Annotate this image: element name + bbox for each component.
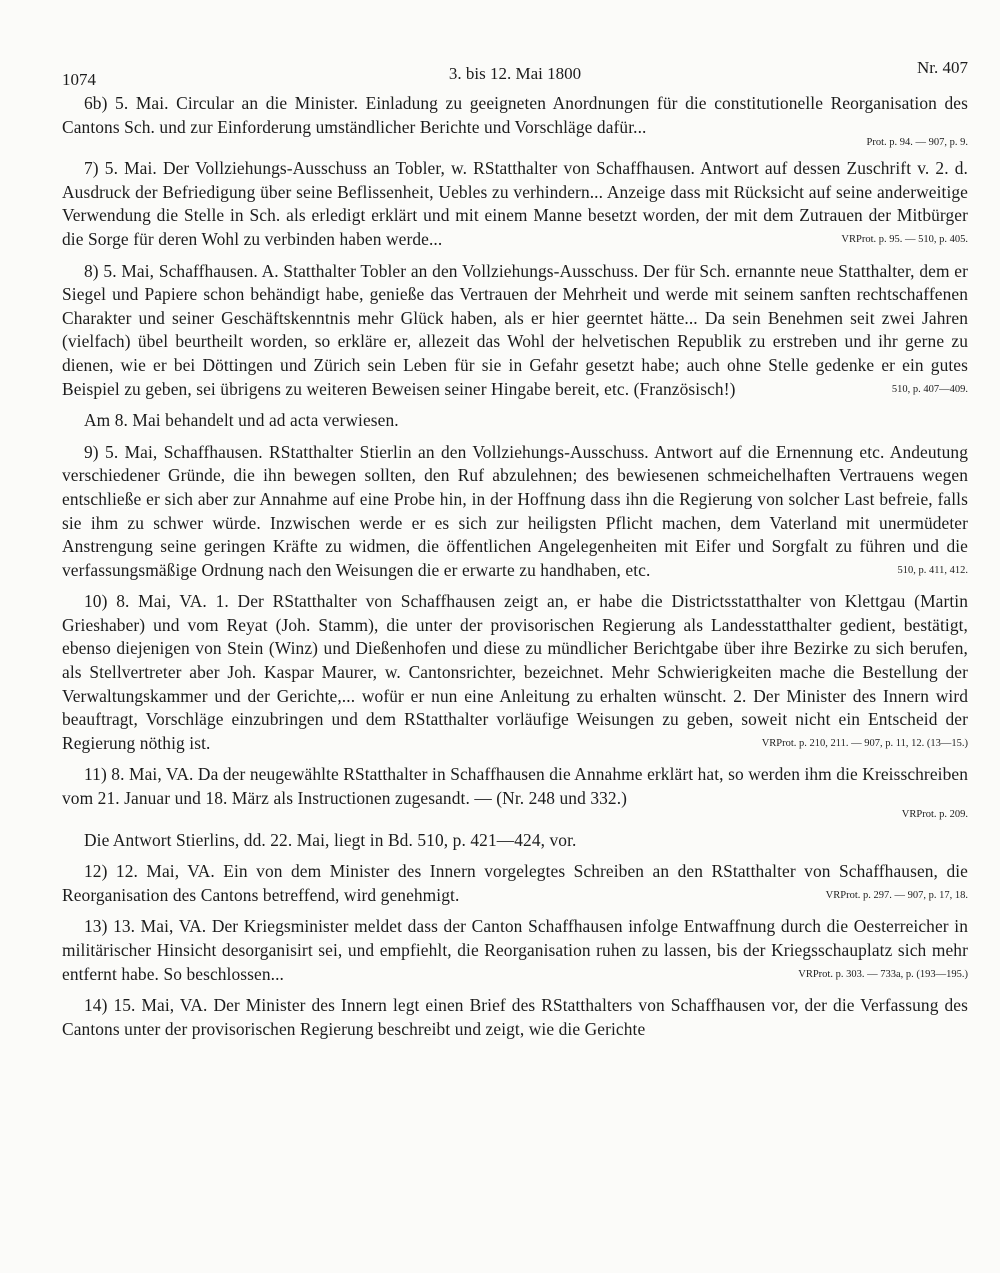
running-title-date: 3. bis 12. Mai 1800 [448, 64, 582, 83]
entry-text: 8) 5. Mai, Schaffhausen. A. Statthalter Tobler an den Vollziehungs-Ausschuss. Der für Sch. ernannte neue Statthalter, dem er Siegel und Papiere schon behändigt habe, genieße das Vertrauen der Mehrheit und werde mit seinem sanften rechtschaffenen Charakter und seiner Geschäftskenntnis mehr Glück haben, als er hier geerntet hätte... Da sein Benehmen seit zwei Jahren (vielfach) übel beurtheilt worden, so erkläre er, allezeit das Wohl der helvetischen Republik zu erstreben und ihr gerne zu dienen, wie er bei Döttingen und Zürich sein Leben für sie in Gefahr gesetzt habe; auch ohne Stelle gedenke er ein gutes Beispiel zu geben, sei übrigens zu weiteren Beweisen seiner Hingabe bereit, etc. (Französisch!) [62, 260, 968, 399]
entry-text: Am 8. Mai behandelt und ad acta verwiesen. [84, 410, 399, 431]
entry-reference: VRProt. p. 210, 211. — 907, p. 11, 12. (13—15.) [761, 737, 968, 749]
entry-text: 11) 8. Mai, VA. Da der neugewählte RStatthalter in Schaffhausen die Annahme erklärt hat, so werden ihm die Kreisschreiben vom 21. Januar und 18. März als Instructionen zugesandt. — (Nr. 248 und 332.) [62, 764, 968, 809]
entry-reference: Prot. p. 94. — 907, p. 9. [866, 137, 968, 149]
entry-6b [62, 92, 968, 149]
entry-reference: 510, p. 411, 412. [897, 564, 968, 576]
entry-8 [62, 260, 968, 402]
entry-10 [62, 590, 968, 755]
entries-body [62, 92, 968, 1041]
entry-text: 7) 5. Mai. Der Vollziehungs-Ausschuss an Tobler, w. RStatthalter von Schaffhausen. Antwort auf dessen Zuschrift v. 2. d. Ausdruck der Befriedigung über seine Beflissenheit, Uebles zu verhindern... Anzeige dass mit Rücksicht auf seine anderweitige Verwendung die Stelle in Sch. als erledigt erklärt und mit einem Manne besetzt worden, der mit dem Zutrauen der Mitbürger die Sorge für deren Wohl zu verbinden haben werde... [62, 158, 968, 249]
entry-text: 9) 5. Mai, Schaffhausen. RStatthalter Stierlin an den Vollziehungs-Ausschuss. Antwort auf die Ernennung etc. Andeutung verschiedener Gründe, die ihn bewegen sollten, den Ruf abzulehnen; des bewiesenen schmeichelhaften Vertrauens wegen entschließe er sich aber zur Annahme auf eine Probe hin, in der Hoffnung dass ihn die Regierung von solcher Last befreie, falls sie ihm zu schwer würde. Inzwischen werde er es sich zur heiligsten Pflicht machen, dem Vaterland mit unermüdeter Anstrengung seine geringen Kräfte zu widmen, die öffentlichen Angelegenheiten mit Eifer und Sorgfalt zu führen und die verfassungsmäßige Ordnung nach den Weisungen die er erwarte zu handhaben, etc. [62, 441, 968, 580]
entry-reference: VRProt. p. 297. — 907, p. 17, 18. [825, 889, 968, 901]
entry-reference: 510, p. 407—409. [891, 383, 968, 395]
entry-text: Die Antwort Stierlins, dd. 22. Mai, liegt in Bd. 510, p. 421—424, vor. [84, 829, 577, 850]
entry-13 [62, 915, 968, 986]
page-header [62, 58, 968, 92]
entry-reference: VRProt. p. 209. [901, 808, 968, 820]
entry-reference: VRProt. p. 303. — 733a, p. (193—195.) [798, 968, 968, 980]
entry-11 [62, 763, 968, 820]
page-number: 1074 [62, 70, 96, 89]
entry-note-8 [62, 409, 968, 433]
document-page [62, 58, 968, 1049]
entry-9 [62, 441, 968, 583]
entry-note-11 [62, 829, 968, 853]
document-number: Nr. 407 [917, 58, 968, 77]
entry-text: 6b) 5. Mai. Circular an die Minister. Einladung zu geeigneten Anordnungen für die constitutionelle Reorganisation des Cantons Sch. und zur Einforderung umständlicher Berichte und Vorschläge dafür... [62, 93, 968, 137]
entry-reference: VRProt. p. 95. — 510, p. 405. [841, 233, 968, 245]
entry-text: 10) 8. Mai, VA. 1. Der RStatthalter von Schaffhausen zeigt an, er habe die Districtsstatthalter von Klettgau (Martin Grieshaber) und vom Reyat (Joh. Stamm), die unter der provisorischen Regierung als Landesstatthalter gedient, bestätigt, ebenso diejenigen von Stein (Winz) und Dießenhofen und diese zu mündlicher Berichtgabe über ihre Bezirke zu sich berufen, als Stellvertreter aber Joh. Kaspar Maurer, w. Cantonsrichter, bezeichnet. Mehr Schwierigkeiten mache die Bestellung der Verwaltungskammer und der Gerichte,... wofür er nun eine Anleitung zu erhalten wünscht. 2. Der Minister des Innern wird beauftragt, Vorschläge einzubringen und dem RStatthalter vorläufige Weisungen zu geben, soweit nicht ein Entscheid der Regierung nöthig ist. [62, 591, 968, 753]
entry-text: 13) 13. Mai, VA. Der Kriegsminister meldet dass der Canton Schaffhausen infolge Entwaffnung durch die Oesterreicher in militärischer Hinsicht desorganisirt sei, und empfiehlt, die Reorganisation ruhen zu lassen, bis der Kriegsschauplatz sich mehr entfernt habe. So beschlossen... [62, 916, 968, 984]
entry-12 [62, 860, 968, 907]
entry-14 [62, 994, 968, 1041]
entry-text: 14) 15. Mai, VA. Der Minister des Innern legt einen Brief des RStatthalters von Schaffhausen vor, der die Verfassung des Cantons unter der provisorischen Regierung beschreibt und zeigt, wie die Gerichte [62, 995, 968, 1039]
entry-7 [62, 157, 968, 251]
entry-text: 12) 12. Mai, VA. Ein von dem Minister des Innern vorgelegtes Schreiben an den RStatthalter von Schaffhausen, die Reorganisation des Cantons betreffend, wird genehmigt. [62, 861, 968, 905]
